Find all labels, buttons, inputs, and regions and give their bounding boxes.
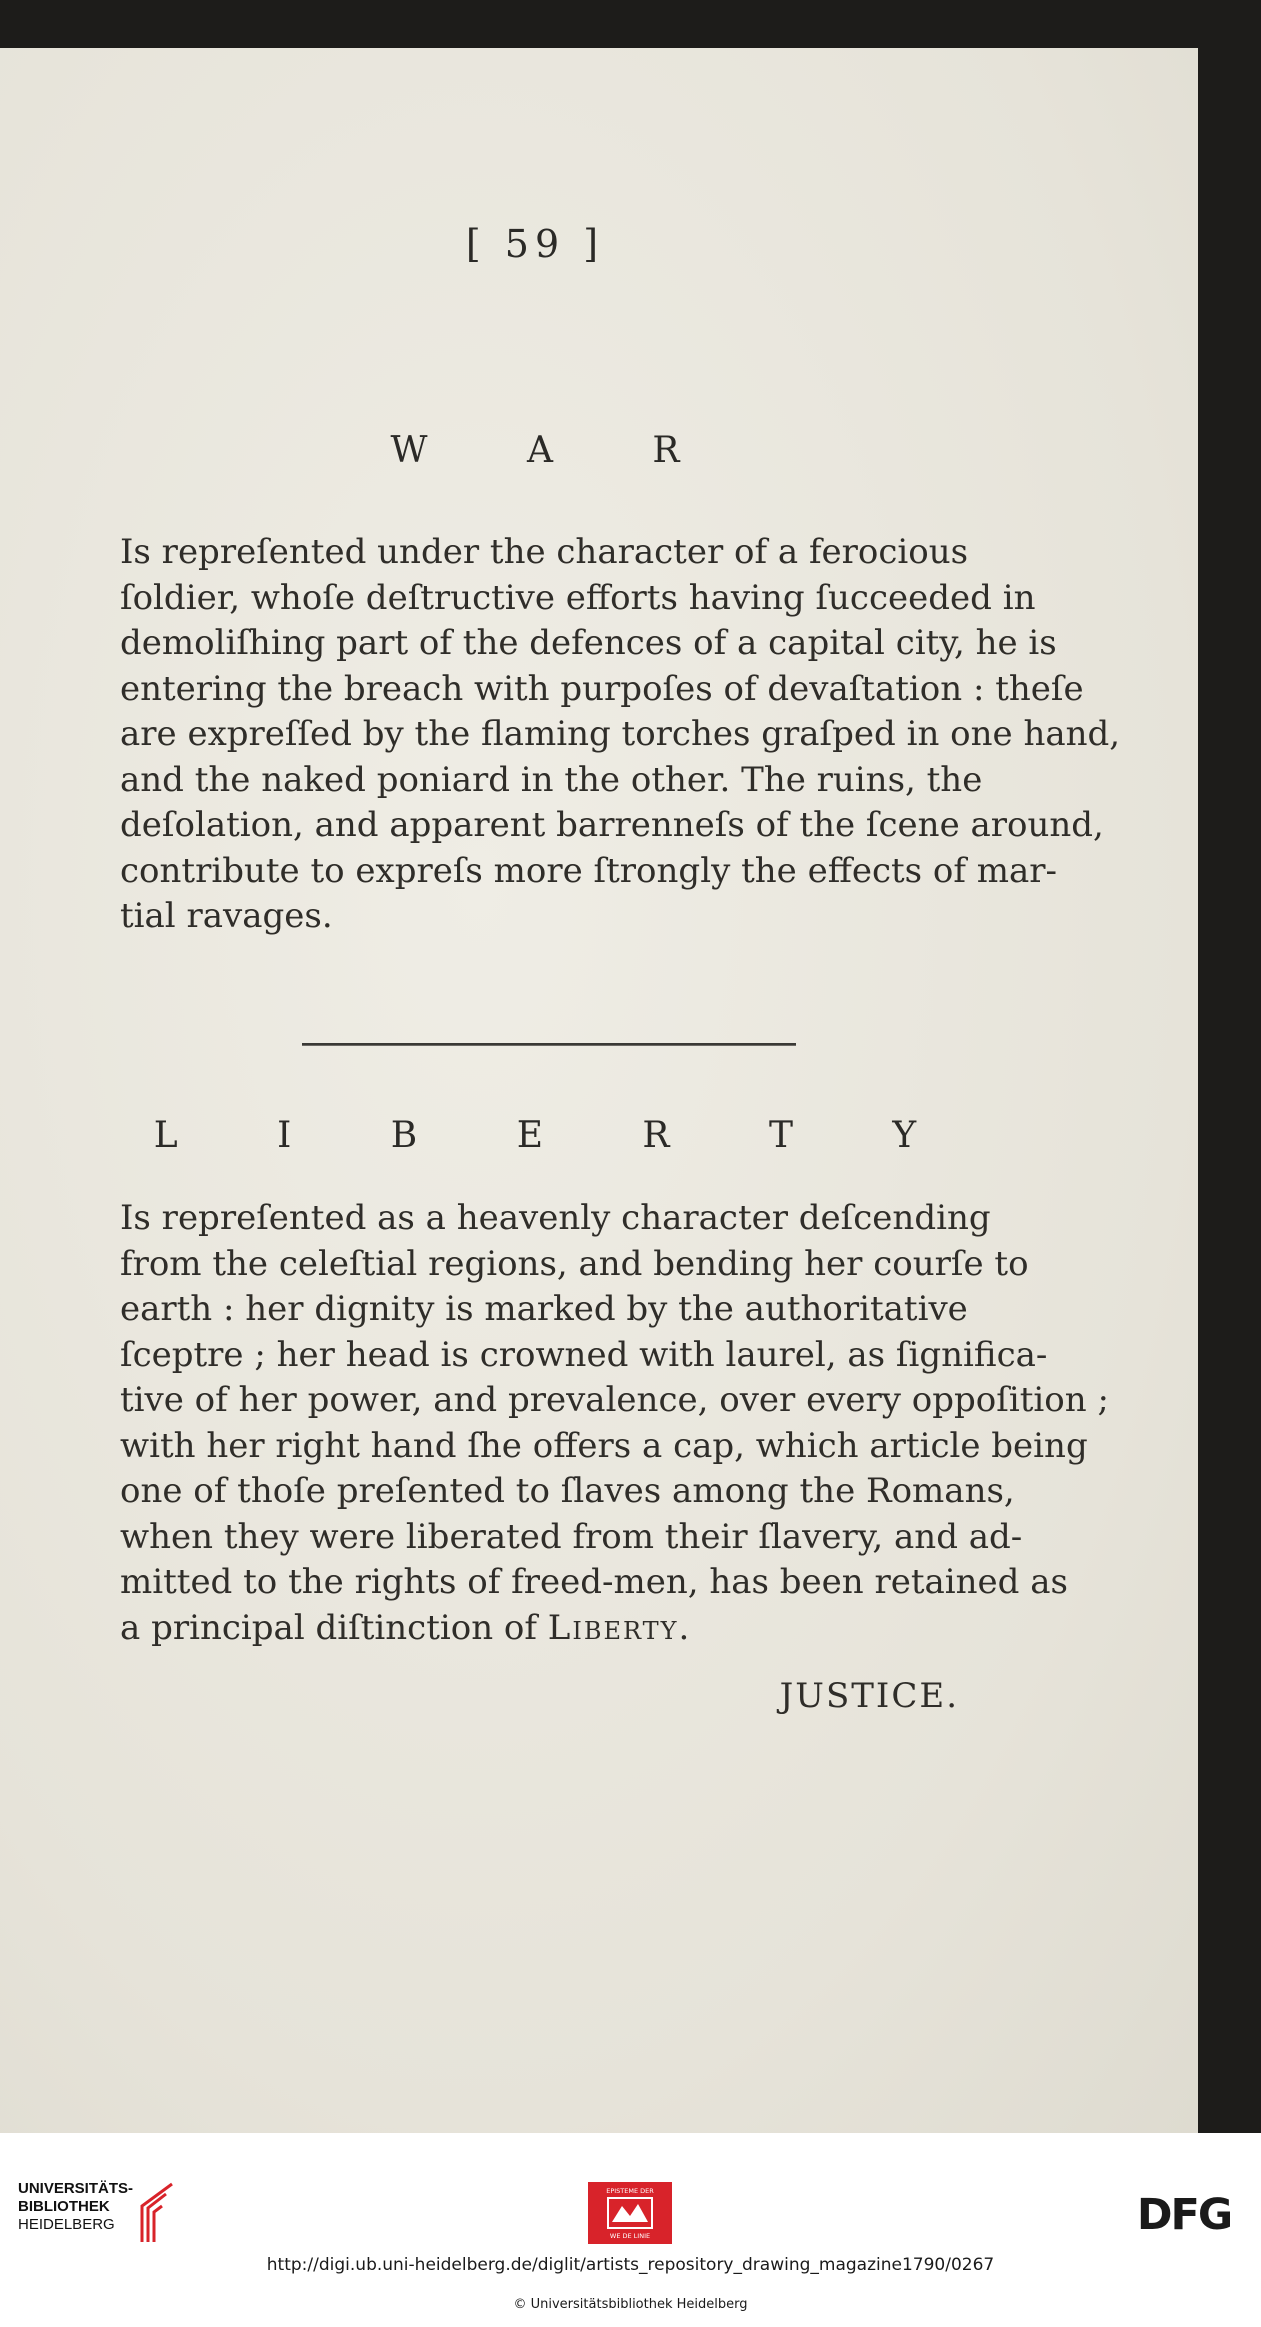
text-line: are expreſſed by the flaming torches graſped in one hand, [120,714,1121,754]
dfg-logo[interactable] [1124,2193,1244,2233]
dfg-logo-text: DFG [1136,2193,1232,2233]
text-line: demoliſhing part of the defences of a capital city, he is [120,623,1057,663]
text-line: tial ravages. [120,896,333,936]
emblem-logo[interactable] [588,2182,672,2244]
library-logo-line: HEIDELBERG [18,2216,115,2233]
text-line [120,1606,956,1652]
section-divider [302,1043,796,1046]
text-line: ſceptre ; her head is crowned with laurel, as ſignifica- [120,1334,1048,1375]
text-line: contribute to expreſs more ſtrongly the effects of mar- [120,850,1058,891]
text-fragment: a principal diſtinction of [120,1607,548,1648]
text-line: one of thoſe preſented to ſlaves among the Romans, [120,1471,1015,1511]
text-line: mitted to the rights of freed-men, has been retained as [120,1562,1068,1602]
emblem-text-top: EPISTEME DER [606,2187,654,2195]
text-line: entering the breach with purpoſes of devaſtation : theſe [120,668,1084,709]
emblem-text-bottom: WE DE LINIE [609,2232,651,2240]
text-line: deſolation, and apparent barrenneſs of the ſcene around, [120,805,1104,845]
liberty-heading: L I B E R T Y [153,1115,961,1156]
text-line: when they were liberated from their ſlavery, and ad- [120,1516,1023,1557]
library-logo-line: UNIVERSITÄTS- [18,2180,134,2197]
library-mark-icon [128,2180,176,2246]
text-line: ſoldier, whoſe deſtructive efforts having ſucceeded in [120,577,1036,618]
text-fragment: . [678,1607,690,1648]
text-line: tive of her power, and prevalence, over every oppoſition ; [120,1380,1109,1420]
text-line: with her right hand ſhe offers a cap, which article being [120,1425,1088,1466]
text-line: Is repreſented as a heavenly character deſcending [120,1198,991,1238]
permalink-url[interactable]: http://digi.ub.uni-heidelberg.de/diglit/artists_repository_drawing_magazine1790/0267 [266,2255,995,2275]
text-line: Is repreſented under the character of a ferocious [120,532,969,572]
war-paragraph [120,530,1121,940]
liberty-paragraph [120,1196,1109,1651]
catchword: JUSTICE. [779,1676,959,1716]
copyright-notice: © Universitätsbibliothek Heidelberg [513,2297,748,2312]
book-page [0,48,1198,2133]
war-heading: W A R [390,430,724,471]
text-line: earth : her dignity is marked by the authoritative [120,1289,968,1329]
text-line: from the celeſtial regions, and bending her courſe to [120,1243,1029,1284]
page-number: [ 59 ] [465,222,605,266]
smallcaps-word: Liberty [547,1607,679,1648]
text-line: and the naked poniard in the other. The ruins, the [120,759,983,800]
library-logo-line: BIBLIOTHEK [18,2198,110,2215]
